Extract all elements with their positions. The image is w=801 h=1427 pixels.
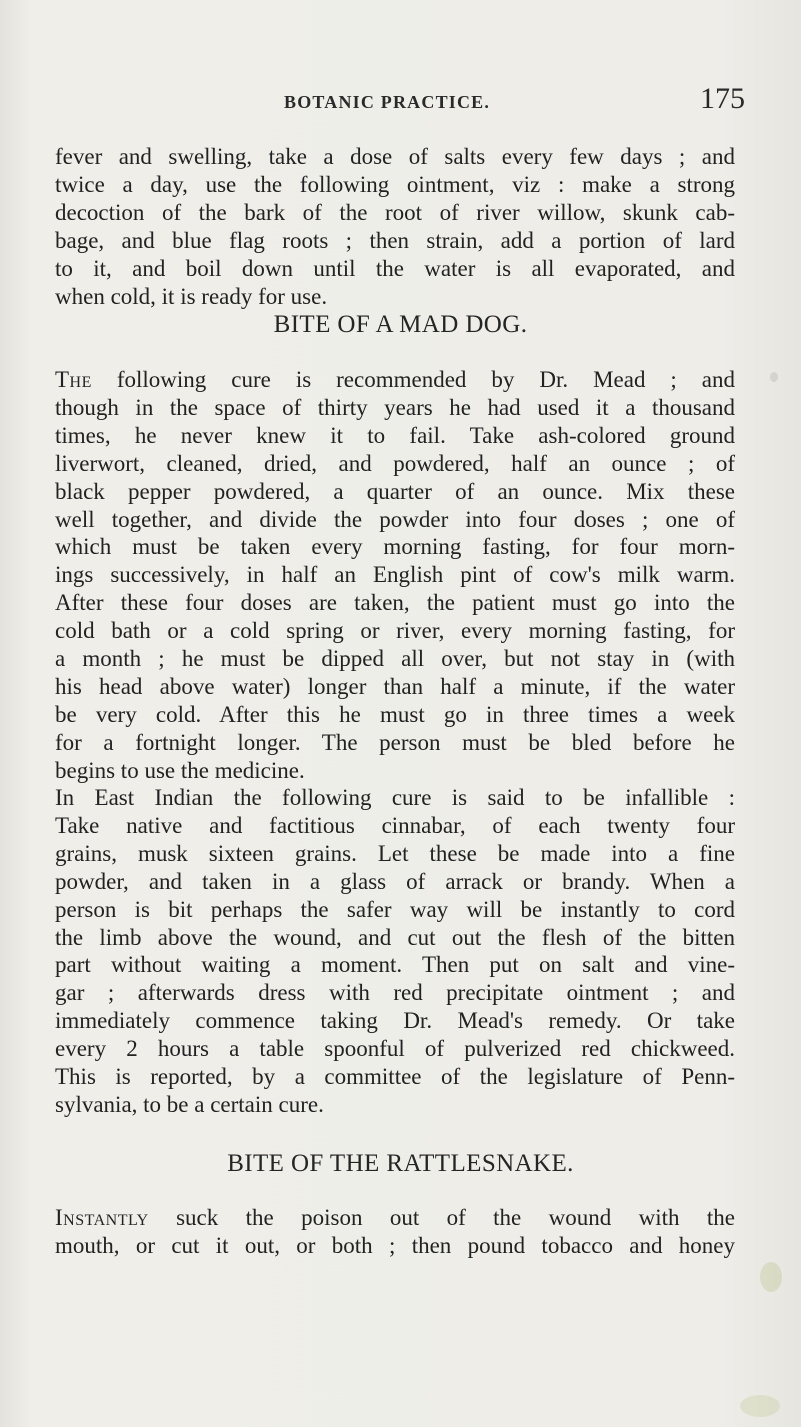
lead-word: Instantly [55, 1205, 149, 1230]
text-line: immediately commence taking Dr. Mead's remedy. Or take [55, 1008, 735, 1034]
text-line: After these four doses are taken, the patient must go into the [55, 590, 735, 616]
text-line: be very cold. After this he must go in three times a week [55, 701, 735, 727]
text-line: begins to use the medicine. [55, 757, 305, 783]
page-number: 175 [700, 82, 745, 115]
section-heading-mad-dog: BITE OF A MAD DOG. [273, 311, 528, 338]
text-line: every 2 hours a table spoonful of pulverized red chickweed. [55, 1036, 735, 1062]
running-title: BOTANIC PRACTICE. [284, 92, 491, 112]
text-line: fever and swelling, take a dose of salts every few days ; and [55, 144, 735, 169]
section-heading-rattlesnake: BITE OF THE RATTLESNAKE. [227, 1150, 574, 1177]
text-line: times, he never knew it to fail. Take ash-colored ground [55, 422, 735, 448]
text-line: decoction of the bark of the root of river willow, skunk cab- [55, 199, 735, 225]
text-line-first [55, 366, 735, 394]
paragraph-swelling [55, 143, 735, 310]
text-line: Take native and factitious cinnabar, of each twenty four [55, 812, 735, 838]
text-line: the limb above the wound, and cut out the flesh of the bitten [55, 924, 735, 950]
lead-rest: following cure is recommended by Dr. Mead ; and [91, 367, 735, 392]
text-line: ings successively, in half an English pint of cow's milk warm. [55, 562, 735, 588]
text-line-first [55, 1204, 735, 1232]
text-line: sylvania, to be a certain cure. [55, 1091, 324, 1117]
text-line: for a fortnight longer. The person must be bled before he [55, 729, 735, 755]
paper-blemish [740, 1395, 780, 1417]
paragraph-east-indian-cure [55, 784, 735, 1119]
paragraph-mad-dog-cure [55, 366, 735, 785]
text-line: though in the space of thirty years he had used it a thousand [55, 394, 735, 420]
paper-blemish [770, 372, 778, 382]
text-line: to it, and boil down until the water is all evaporated, and [55, 255, 735, 281]
text-line: which must be taken every morning fasting, for four morn- [55, 534, 735, 560]
lead-rest: suck the poison out of the wound with the [148, 1205, 735, 1230]
text-line: cold bath or a cold spring or river, every morning fasting, for [55, 618, 735, 644]
text-line: gar ; afterwards dress with red precipitate ointment ; and [55, 980, 735, 1006]
paragraph-rattlesnake-cure [55, 1204, 735, 1260]
text-line: when cold, it is ready for use. [55, 283, 328, 309]
text-line: liverwort, cleaned, dried, and powdered, half an ounce ; of [55, 450, 735, 476]
text-line: his head above water) longer than half a minute, if the water [55, 673, 735, 699]
text-line: a month ; he must be dipped all over, but not stay in (with [55, 646, 735, 672]
text-line: In East Indian the following cure is said to be infallible : [55, 785, 735, 810]
text-line: part without waiting a moment. Then put on salt and vine- [55, 952, 735, 978]
text-line: powder, and taken in a glass of arrack or brandy. When a [55, 868, 735, 894]
text-line: black pepper powdered, a quarter of an ounce. Mix these [55, 478, 735, 504]
lead-word: The [55, 367, 92, 392]
text-line: mouth, or cut it out, or both ; then pound tobacco and honey [55, 1232, 735, 1258]
text-line: person is bit perhaps the safer way will be instantly to cord [55, 896, 735, 922]
text-line: well together, and divide the powder into four doses ; one of [55, 506, 735, 532]
text-line: twice a day, use the following ointment, viz : make a strong [55, 171, 735, 197]
paper-blemish [760, 1262, 782, 1292]
text-line: grains, musk sixteen grains. Let these be made into a fine [55, 840, 735, 866]
running-head [0, 82, 801, 128]
text-line: bage, and blue flag roots ; then strain, add a portion of lard [55, 227, 735, 253]
text-line: This is reported, by a committee of the legislature of Penn- [55, 1064, 735, 1090]
